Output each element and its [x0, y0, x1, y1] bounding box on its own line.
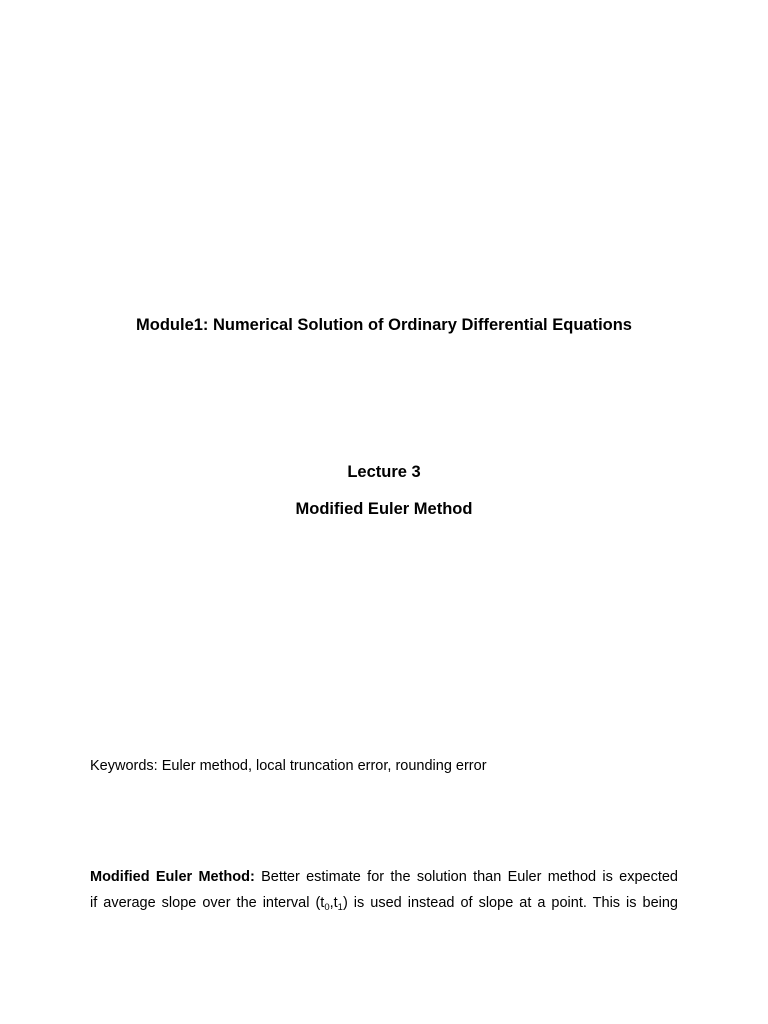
keywords-line: Keywords: Euler method, local truncation error, rounding error: [90, 758, 487, 774]
paragraph-line-2-part-b: ,t: [329, 895, 338, 911]
lecture-title: Modified Euler Method: [295, 500, 473, 518]
module-title: Module1: Numerical Solution of Ordinary Differential Equations: [136, 316, 632, 334]
paragraph-line-2-part-c: ) is used instead of slope at a point. This is being: [342, 895, 678, 911]
paragraph-heading: Modified Euler Method:: [90, 869, 255, 885]
body-paragraph: [90, 864, 678, 916]
paragraph-line-2-part-a: if average slope over the interval (t: [90, 895, 325, 911]
paragraph-line-1-text: Better estimate for the solution than Euler method is expected: [254, 869, 678, 885]
paragraph-line-2: [90, 890, 678, 916]
paragraph-line-1: [90, 864, 678, 890]
subscript-zero: 0: [324, 902, 330, 913]
lecture-number: Lecture 3: [347, 463, 421, 481]
subscript-one: 1: [337, 902, 343, 913]
